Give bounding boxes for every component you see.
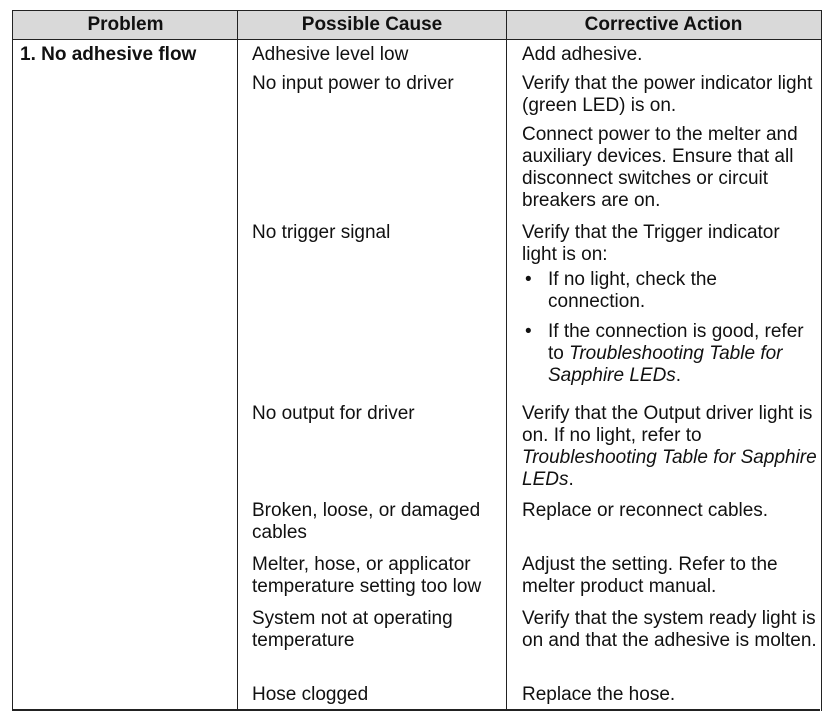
action-cell: [522, 554, 817, 598]
action-text-suffix: .: [568, 469, 574, 490]
action-text: Adjust the setting. Refer to the melter product manual.: [522, 554, 778, 597]
action-text: Add adhesive.: [522, 44, 643, 65]
action-text: Verify that the Trigger indicator light is on:: [522, 222, 780, 265]
bullet-icon: •: [525, 269, 532, 290]
cause-cell: No trigger signal: [252, 222, 391, 243]
action-cell: [522, 73, 817, 212]
reference-title: Troubleshooting Table for Sapphire LEDs: [522, 447, 817, 490]
action-cell: [522, 44, 817, 66]
bullet-item: [522, 321, 817, 387]
header-problem: Problem: [87, 14, 164, 35]
action-cell: [522, 403, 817, 491]
action-cell: [522, 222, 817, 387]
header-corrective-action: Corrective Action: [584, 14, 743, 35]
bullet-text-suffix: .: [675, 365, 682, 386]
cause-cell: Melter, hose, or applicator temperature setting too low: [252, 554, 482, 597]
troubleshooting-table: [12, 10, 822, 711]
table-header: [13, 11, 821, 40]
cause-cell: Hose clogged: [252, 684, 369, 705]
action-cell: [522, 608, 817, 652]
action-cell: [522, 500, 817, 522]
bullet-item: [522, 269, 817, 313]
bullet-text: If no light, check the connection.: [548, 269, 717, 312]
cause-cell: Adhesive level low: [252, 44, 409, 65]
reference-title: Troubleshooting Table for Sapphire LEDs: [548, 343, 783, 386]
action-text-prefix: Verify that the Output driver light is on. If no light, refer to: [522, 403, 813, 446]
action-text: Replace or reconnect cables.: [522, 500, 769, 521]
action-text: Connect power to the melter and auxiliary devices. Ensure that all disconnect switches or circuit breakers are on.: [522, 124, 798, 211]
problem-cell: 1. No adhesive flow: [20, 44, 197, 65]
action-text: Replace the hose.: [522, 684, 676, 705]
table-bottom-border: [12, 709, 820, 711]
cause-cell: System not at operating temperature: [252, 608, 453, 651]
cause-cell: No input power to driver: [252, 73, 454, 94]
bullet-text-prefix: If the connection is good, refer to: [548, 321, 804, 364]
action-cell: [522, 684, 817, 706]
cause-cell: Broken, loose, or damaged cables: [252, 500, 481, 543]
action-text: Verify that the system ready light is on and that the adhesive is molten.: [522, 608, 817, 651]
column-divider: [237, 11, 238, 711]
cause-cell: No output for driver: [252, 403, 415, 424]
action-text: Verify that the power indicator light (green LED) is on.: [522, 73, 813, 116]
header-possible-cause: Possible Cause: [301, 14, 443, 35]
column-divider: [506, 11, 507, 711]
bullet-icon: •: [525, 321, 532, 342]
